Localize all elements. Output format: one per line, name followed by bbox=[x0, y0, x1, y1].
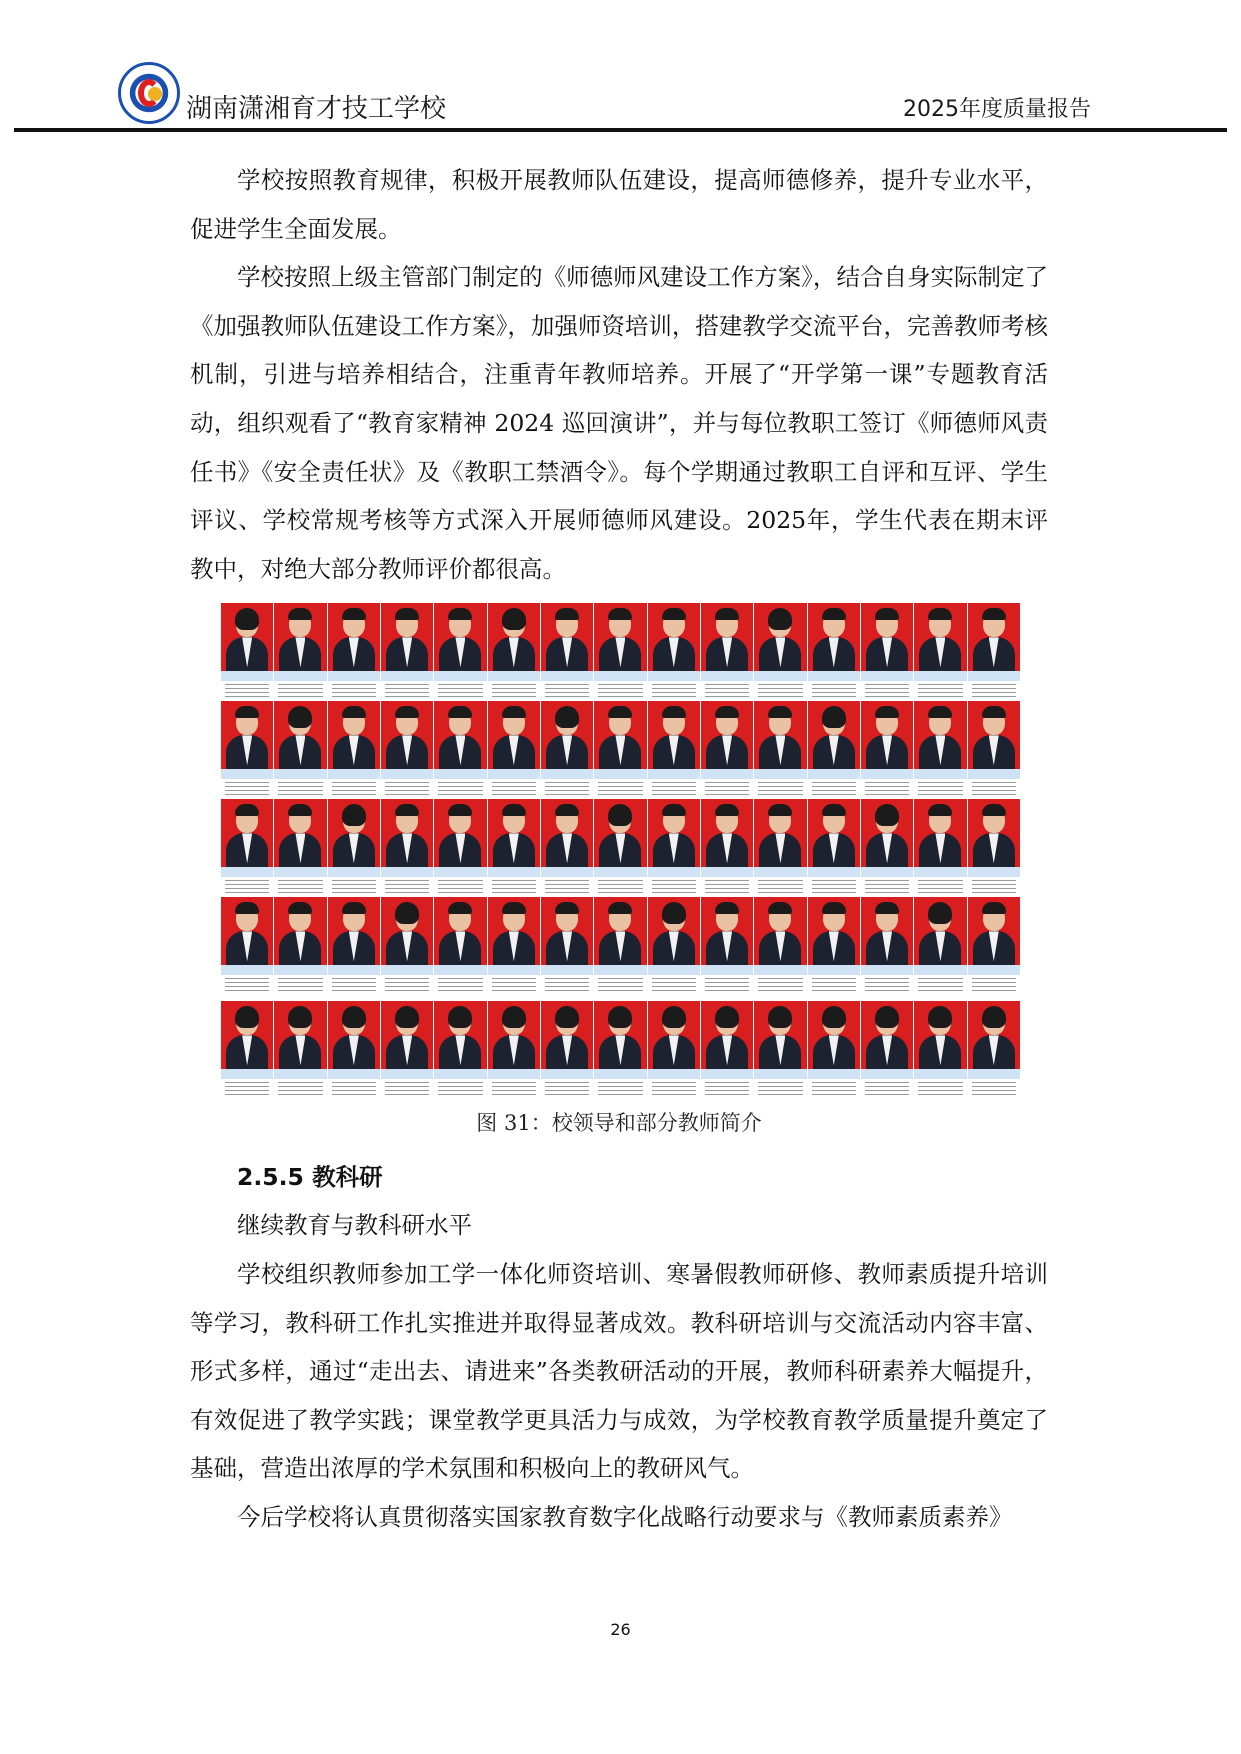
teacher-portrait bbox=[753, 1001, 806, 1097]
teacher-portrait bbox=[433, 701, 486, 797]
teacher-portrait bbox=[593, 603, 646, 699]
page-number: 26 bbox=[610, 1620, 631, 1639]
teacher-portrait bbox=[540, 897, 593, 993]
teacher-portrait bbox=[700, 701, 753, 797]
paragraph: 学校按照教育规律，积极开展教师队伍建设，提高师德修养，提升专业水平，促进学生全面发展。 bbox=[190, 166, 1048, 243]
teacher-portrait bbox=[967, 1001, 1020, 1097]
teacher-portrait bbox=[807, 701, 860, 797]
teacher-portrait bbox=[700, 897, 753, 993]
teacher-portrait bbox=[967, 603, 1020, 699]
teacher-portrait bbox=[433, 799, 486, 895]
teacher-portrait bbox=[220, 1001, 273, 1097]
teacher-portrait bbox=[700, 603, 753, 699]
teacher-portrait bbox=[487, 1001, 540, 1097]
section-subheading: 继续教育与教科研水平 bbox=[237, 1211, 472, 1240]
report-title: 2025年度质量报告 bbox=[903, 97, 1091, 122]
school-name: 湖南潇湘育才技工学校 bbox=[186, 94, 447, 124]
teacher-portrait bbox=[327, 701, 380, 797]
teacher-portrait bbox=[913, 799, 966, 895]
teacher-portrait bbox=[647, 1001, 700, 1097]
teacher-portrait bbox=[540, 1001, 593, 1097]
teacher-portrait bbox=[807, 799, 860, 895]
teacher-portrait bbox=[273, 1001, 326, 1097]
paragraph: 学校组织教师参加工学一体化师资培训、寒暑假教师研修、教师素质提升培训等学习，教科研工作扎实推进并取得显著成效。教科研培训与交流活动内容丰富、形式多样，通过“走出去、请进来”各类教研活动的开展，教师科研素养大幅提升，有效促进了教学实践；课堂教学更具活力与成效，为学校教育教学质量提升奠定了基础，营造出浓厚的学术氛围和积极向上的教研风气。 bbox=[190, 1259, 1048, 1483]
teacher-portrait bbox=[700, 1001, 753, 1097]
teacher-portrait bbox=[380, 701, 433, 797]
teacher-portrait bbox=[753, 701, 806, 797]
teacher-portrait bbox=[540, 701, 593, 797]
teacher-portrait bbox=[593, 799, 646, 895]
teacher-portrait bbox=[753, 897, 806, 993]
teacher-portrait bbox=[593, 701, 646, 797]
teacher-portrait bbox=[220, 603, 273, 699]
teacher-portrait bbox=[967, 799, 1020, 895]
teacher-portrait bbox=[487, 603, 540, 699]
teacher-portrait bbox=[647, 603, 700, 699]
teacher-portrait bbox=[273, 897, 326, 993]
teacher-portrait bbox=[487, 799, 540, 895]
teacher-photo-row bbox=[220, 897, 1020, 993]
teacher-portrait bbox=[647, 897, 700, 993]
page-header bbox=[0, 0, 1241, 135]
teacher-portrait bbox=[487, 897, 540, 993]
teacher-photo-figure bbox=[190, 603, 1048, 1143]
teacher-portrait bbox=[540, 603, 593, 699]
teacher-portrait bbox=[540, 799, 593, 895]
teacher-portrait bbox=[273, 701, 326, 797]
page-content bbox=[190, 156, 1048, 1542]
teacher-portrait bbox=[380, 799, 433, 895]
teacher-portrait bbox=[913, 897, 966, 993]
teacher-portrait bbox=[220, 701, 273, 797]
figure-caption: 图 31：校领导和部分教师简介 bbox=[476, 1111, 762, 1136]
teacher-portrait bbox=[860, 897, 913, 993]
teacher-portrait bbox=[807, 603, 860, 699]
teacher-portrait bbox=[860, 701, 913, 797]
teacher-portrait bbox=[220, 897, 273, 993]
teacher-portrait bbox=[913, 701, 966, 797]
paragraph: 今后学校将认真贯彻落实国家教育数字化战略行动要求与《教师素质素养》 bbox=[237, 1502, 1013, 1531]
teacher-portrait bbox=[273, 799, 326, 895]
teacher-portrait bbox=[753, 603, 806, 699]
teacher-portrait bbox=[433, 603, 486, 699]
teacher-portrait bbox=[380, 1001, 433, 1097]
teacher-portrait bbox=[807, 1001, 860, 1097]
teacher-portrait bbox=[860, 1001, 913, 1097]
teacher-portrait bbox=[913, 1001, 966, 1097]
teacher-photo-row bbox=[220, 1001, 1020, 1097]
teacher-photo-row bbox=[220, 799, 1020, 895]
teacher-portrait bbox=[753, 799, 806, 895]
teacher-portrait bbox=[913, 603, 966, 699]
paragraph: 学校按照上级主管部门制定的《师德师风建设工作方案》，结合自身实际制定了《加强教师队伍建设工作方案》，加强师资培训，搭建教学交流平台，完善教师考核机制，引进与培养相结合，注重青年教师培养。开展了“开学第一课”专题教育活动，组织观看了“教育家精神 2024 巡回演讲”，并与每位教职工签订《师德师风责任书》《安全责任状》及《教职工禁酒令》。每个学期通过教职工自评和互评、学生评议、学校常规考核等方式深入开展师德师风建设。2025年，学生代表在期末评教中，对绝大部分教师评价都很高。 bbox=[190, 263, 1048, 583]
school-emblem-icon bbox=[118, 62, 180, 124]
teacher-portrait bbox=[647, 701, 700, 797]
teacher-photo-grid bbox=[220, 603, 1020, 1103]
teacher-portrait bbox=[220, 799, 273, 895]
teacher-portrait bbox=[433, 1001, 486, 1097]
teacher-portrait bbox=[807, 897, 860, 993]
teacher-portrait bbox=[860, 799, 913, 895]
teacher-portrait bbox=[860, 603, 913, 699]
teacher-photo-row bbox=[220, 701, 1020, 797]
section-heading: 2.5.5 教科研 bbox=[237, 1163, 383, 1192]
teacher-portrait bbox=[327, 799, 380, 895]
teacher-portrait bbox=[487, 701, 540, 797]
teacher-portrait bbox=[327, 1001, 380, 1097]
teacher-portrait bbox=[433, 897, 486, 993]
teacher-portrait bbox=[327, 897, 380, 993]
header-rule bbox=[14, 128, 1227, 132]
teacher-portrait bbox=[700, 799, 753, 895]
teacher-portrait bbox=[327, 603, 380, 699]
teacher-portrait bbox=[593, 1001, 646, 1097]
teacher-portrait bbox=[273, 603, 326, 699]
teacher-portrait bbox=[967, 897, 1020, 993]
teacher-portrait bbox=[647, 799, 700, 895]
teacher-portrait bbox=[967, 701, 1020, 797]
teacher-portrait bbox=[380, 603, 433, 699]
teacher-photo-row bbox=[220, 603, 1020, 699]
teacher-portrait bbox=[593, 897, 646, 993]
teacher-portrait bbox=[380, 897, 433, 993]
